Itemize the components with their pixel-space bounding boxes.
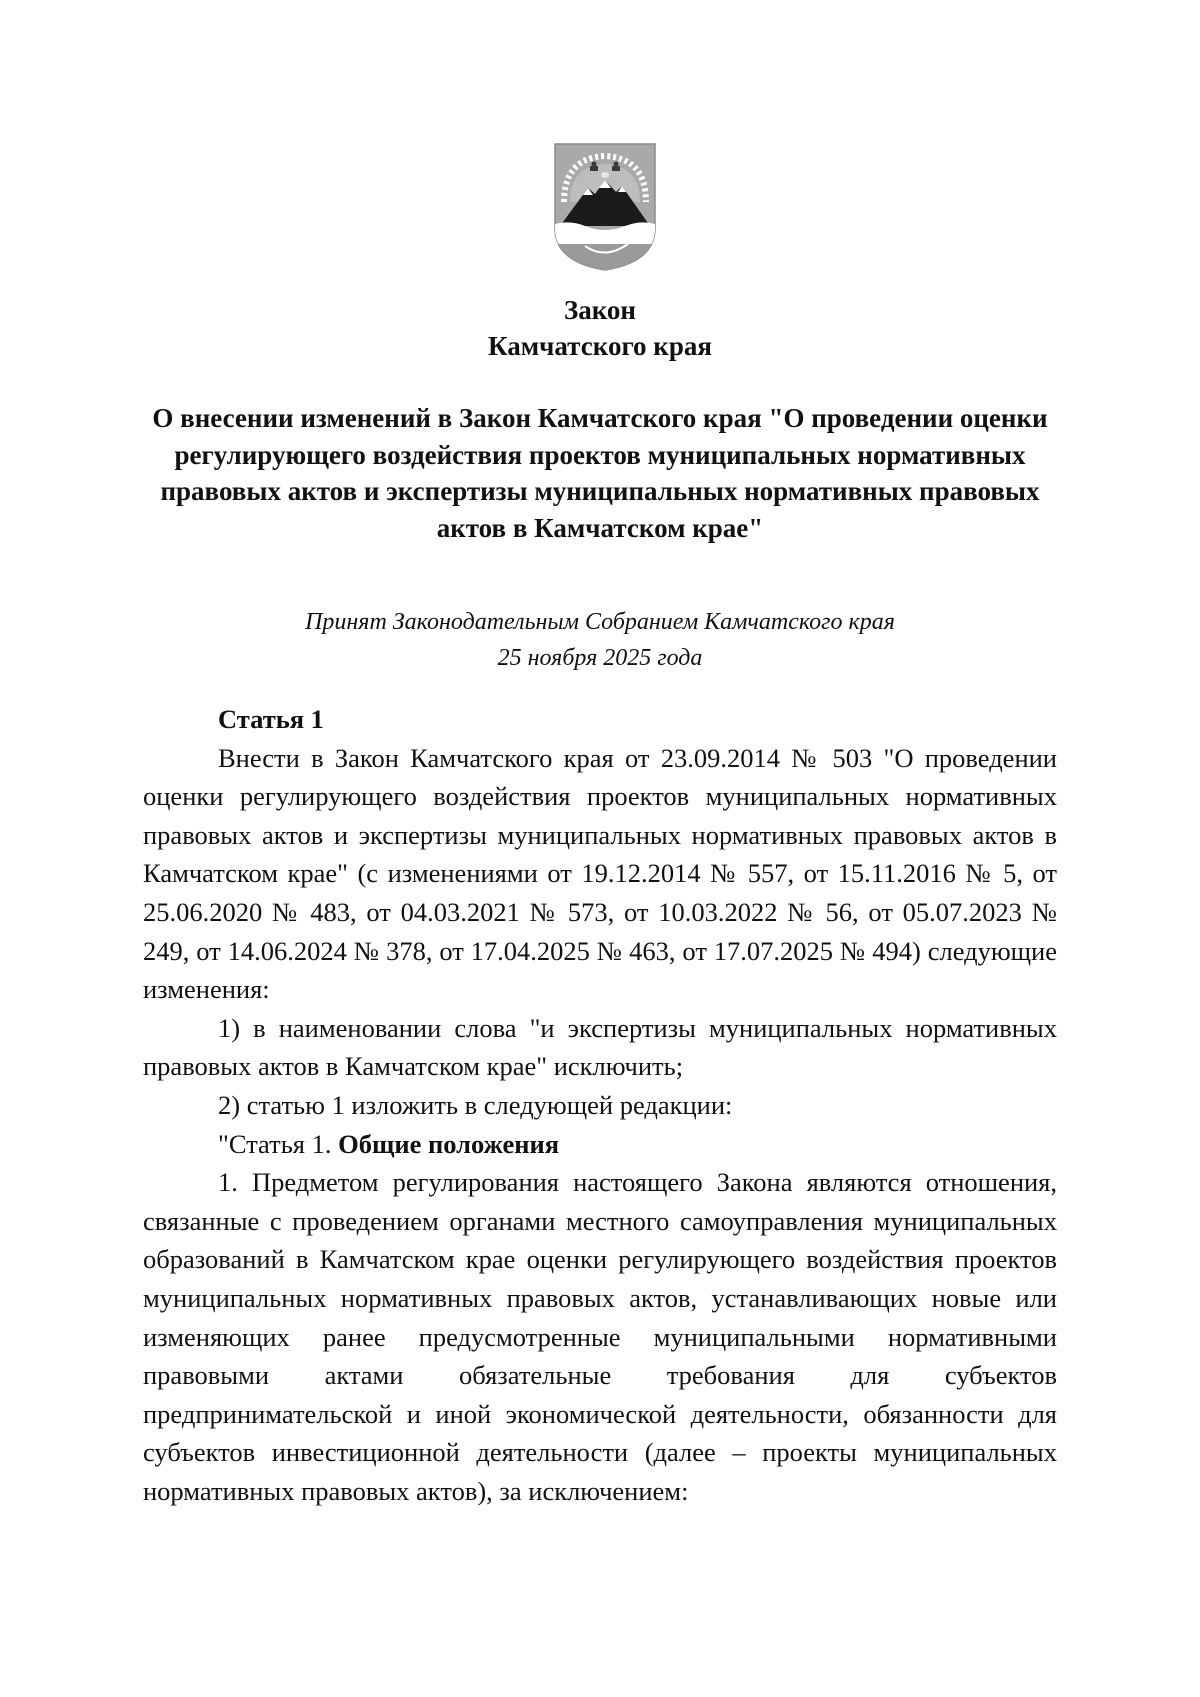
law-heading-type: Закон [563, 295, 636, 325]
paragraph-item-2: 2) статью 1 изложить в следующей редакции: [218, 1089, 733, 1120]
document-body [143, 700, 1057, 1510]
kamchatka-coat-of-arms-icon [550, 140, 660, 274]
paragraph-new-article [143, 1125, 1057, 1164]
adoption-body: Принят Законодательным Собранием Камчатского края [305, 609, 895, 635]
law-heading-region: Камчатского края [488, 331, 712, 361]
new-article-title: Общие положения [338, 1128, 560, 1159]
paragraph-point-1: 1. Предметом регулирования настоящего Закона являются отношения, связанные с проведением органами местного самоуправления муниципальных образований в Камчатском крае оценки регулирующего воздействия проектов муниципальных нормативных правовых актов, устанавливающих новые или изменяющих ранее предусмотренные муниципальными нормативными правовыми актами обязательные требования для субъектов предпринимательской и иной экономической деятельности, обязанности для субъектов инвестиционной деятельности (далее – проекты муниципальных нормативных правовых актов), за исключением: [143, 1167, 1057, 1506]
adoption-date: 25 ноября 2025 года [497, 645, 703, 671]
article-heading: Статья 1 [218, 704, 324, 734]
adoption-note [140, 604, 1060, 676]
paragraph-item-1: 1) в наименовании слова "и экспертизы муниципальных нормативных правовых актов в Камчатском крае" исключить; [143, 1012, 1057, 1082]
law-heading [140, 292, 1060, 364]
law-title: О внесении изменений в Закон Камчатского края "О проведении оценки регулирующего воздействия проектов муниципальных нормативных правовых актов и экспертизы муниципальных нормативных правовых актов в Камчатском крае" [152, 403, 1048, 543]
new-article-prefix: "Статья 1. [218, 1128, 339, 1159]
paragraph-intro: Внести в Закон Камчатского края от 23.09.2014 № 503 "О проведении оценки регулирующего воздействия проектов муниципальных нормативных правовых актов и экспертизы муниципальных нормативных правовых актов в Камчатском крае" (с изменениями от 19.12.2014 № 557, от 15.11.2016 № 5, от 25.06.2020 № 483, от 04.03.2021 № 573, от 10.03.2022 № 56, от 05.07.2023 № 249, от 14.06.2024 № 378, от 17.04.2025 № 463, от 17.07.2025 № 494) следующие изменения: [143, 742, 1057, 1005]
